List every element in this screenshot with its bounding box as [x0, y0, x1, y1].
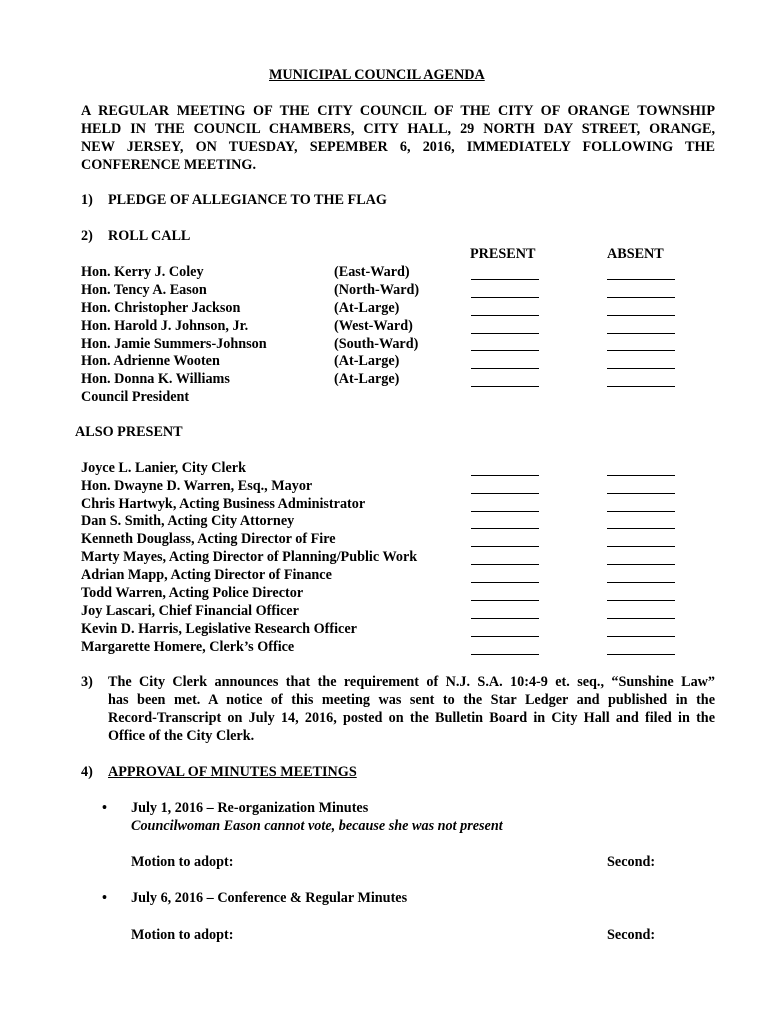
present-blank	[471, 618, 539, 619]
absent-blank	[607, 511, 675, 512]
council-member-name: Hon. Harold J. Johnson, Jr.	[81, 318, 249, 334]
second-label: Second:	[607, 927, 656, 943]
present-column-header: PRESENT	[470, 246, 536, 262]
bullet: •	[102, 800, 107, 816]
council-member-ward: (At-Large)	[334, 371, 400, 387]
present-blank	[471, 315, 539, 316]
absent-blank	[607, 333, 675, 334]
motion-to-adopt-label: Motion to adopt:	[131, 927, 234, 943]
council-member-ward: (At-Large)	[334, 353, 400, 369]
sunshine-law-line: The City Clerk announces that the requirement of N.J. S.A. 10:4-9 et. seq., “Sunshine Law”	[108, 674, 715, 690]
council-member-name: Hon. Christopher Jackson	[81, 300, 241, 316]
item-number: 4)	[81, 764, 93, 780]
absent-blank	[607, 654, 675, 655]
council-member-name: Hon. Tency A. Eason	[81, 282, 207, 298]
absent-blank	[607, 618, 675, 619]
council-member-name: Hon. Kerry J. Coley	[81, 264, 204, 280]
council-member-name: Hon. Jamie Summers-Johnson	[81, 336, 267, 352]
minutes-entry-note: Councilwoman Eason cannot vote, because she was not present	[131, 818, 503, 834]
council-member-ward: (North-Ward)	[334, 282, 420, 298]
meeting-notice-line: NEW JERSEY, ON TUESDAY, SEPEMBER 6, 2016, IMMEDIATELY FOLLOWING THE	[81, 139, 715, 155]
staff-member: Hon. Dwayne D. Warren, Esq., Mayor	[81, 478, 313, 494]
sunshine-law-line: Office of the City Clerk.	[108, 728, 255, 744]
present-blank	[471, 582, 539, 583]
item-number: 1)	[81, 192, 93, 208]
present-blank	[471, 600, 539, 601]
staff-member: Marty Mayes, Acting Director of Planning/Public Work	[81, 549, 418, 565]
absent-column-header: ABSENT	[607, 246, 664, 262]
sunshine-law-line: Record-Transcript on July 14, 2016, posted on the Bulletin Board in City Hall and filed in the	[108, 710, 715, 726]
absent-blank	[607, 546, 675, 547]
pledge-heading: PLEDGE OF ALLEGIANCE TO THE FLAG	[108, 192, 387, 208]
absent-blank	[607, 493, 675, 494]
present-blank	[471, 475, 539, 476]
council-member-ward: (East-Ward)	[334, 264, 410, 280]
present-blank	[471, 333, 539, 334]
council-member-ward: (South-Ward)	[334, 336, 419, 352]
present-blank	[471, 368, 539, 369]
present-blank	[471, 636, 539, 637]
absent-blank	[607, 386, 675, 387]
present-blank	[471, 297, 539, 298]
absent-blank	[607, 350, 675, 351]
bullet: •	[102, 890, 107, 906]
council-member-name: Hon. Donna K. Williams	[81, 371, 230, 387]
staff-member: Chris Hartwyk, Acting Business Administrator	[81, 496, 366, 512]
roll-call-heading: ROLL CALL	[108, 228, 191, 244]
council-president-label: Council President	[81, 389, 190, 405]
sunshine-law-line: has been met. A notice of this meeting was sent to the Star Ledger and published in the	[108, 692, 715, 708]
staff-member: Joy Lascari, Chief Financial Officer	[81, 603, 299, 619]
absent-blank	[607, 600, 675, 601]
absent-blank	[607, 564, 675, 565]
meeting-notice-line: HELD IN THE COUNCIL CHAMBERS, CITY HALL, 29 NORTH DAY STREET, ORANGE,	[81, 121, 715, 137]
staff-member: Todd Warren, Acting Police Director	[81, 585, 304, 601]
meeting-notice-line: A REGULAR MEETING OF THE CITY COUNCIL OF THE CITY OF ORANGE TOWNSHIP	[81, 103, 715, 119]
absent-blank	[607, 279, 675, 280]
staff-member: Dan S. Smith, Acting City Attorney	[81, 513, 295, 529]
minutes-heading: APPROVAL OF MINUTES MEETINGS	[108, 764, 357, 780]
council-member-ward: (At-Large)	[334, 300, 400, 316]
staff-member: Kenneth Douglass, Acting Director of Fire	[81, 531, 336, 547]
second-label: Second:	[607, 854, 656, 870]
present-blank	[471, 654, 539, 655]
meeting-notice-line: CONFERENCE MEETING.	[81, 157, 256, 173]
absent-blank	[607, 582, 675, 583]
present-blank	[471, 546, 539, 547]
absent-blank	[607, 368, 675, 369]
staff-member: Adrian Mapp, Acting Director of Finance	[81, 567, 332, 583]
absent-blank	[607, 528, 675, 529]
absent-blank	[607, 475, 675, 476]
motion-to-adopt-label: Motion to adopt:	[131, 854, 234, 870]
council-member-ward: (West-Ward)	[334, 318, 413, 334]
absent-blank	[607, 297, 675, 298]
present-blank	[471, 493, 539, 494]
minutes-entry-title: July 6, 2016 – Conference & Regular Minutes	[131, 890, 408, 906]
staff-member: Kevin D. Harris, Legislative Research Officer	[81, 621, 357, 637]
item-number: 3)	[81, 674, 93, 690]
present-blank	[471, 528, 539, 529]
absent-blank	[607, 636, 675, 637]
staff-member: Joyce L. Lanier, City Clerk	[81, 460, 246, 476]
present-blank	[471, 350, 539, 351]
present-blank	[471, 386, 539, 387]
item-number: 2)	[81, 228, 93, 244]
present-blank	[471, 279, 539, 280]
minutes-entry-title: July 1, 2016 – Re-organization Minutes	[131, 800, 369, 816]
page-title: MUNICIPAL COUNCIL AGENDA	[269, 67, 485, 83]
staff-member: Margarette Homere, Clerk’s Office	[81, 639, 295, 655]
also-present-heading: ALSO PRESENT	[75, 424, 183, 440]
present-blank	[471, 511, 539, 512]
present-blank	[471, 564, 539, 565]
absent-blank	[607, 315, 675, 316]
council-member-name: Hon. Adrienne Wooten	[81, 353, 220, 369]
